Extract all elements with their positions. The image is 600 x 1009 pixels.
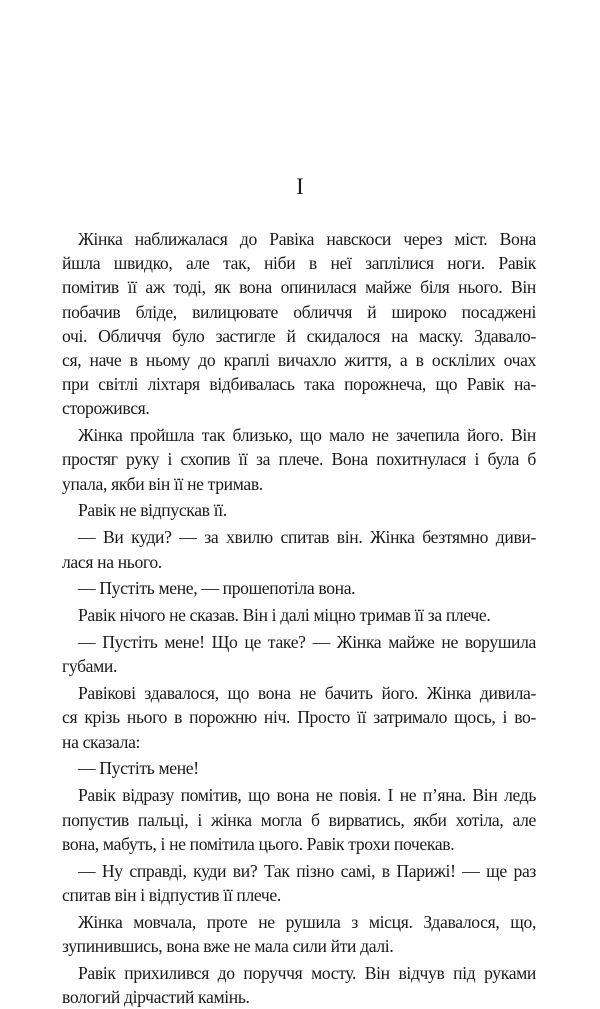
text-line: зупинившись, вона вже не мала сили йти далі. <box>62 935 394 956</box>
paragraph <box>62 756 536 780</box>
text-line: простяг руку і схопив її за плече. Вона похитнулася і була б <box>62 449 536 470</box>
text-line: очі. Обличчя було застигле й скидалося на маску. Здавало- <box>62 325 536 346</box>
paragraph <box>62 961 536 1009</box>
text-line: Равік не відпускав її. <box>78 500 227 521</box>
text-line: ся, наче в ньому до краплі вичахло життя, а в осклілих очах <box>62 349 536 370</box>
text-line: побачив бліде, вилицювате обличчя й широко посаджені <box>62 301 536 322</box>
text-line: помітив її аж тоді, як вона опинилася майже біля нього. Він <box>62 277 536 298</box>
text-line: лася на нього. <box>62 551 162 572</box>
paragraph <box>62 859 536 907</box>
paragraph <box>62 681 536 754</box>
text-line: Жінка пройшла так близько, що мало не зачепила його. Він <box>78 425 536 446</box>
paragraph <box>62 576 536 600</box>
text-line: вологий дірчастий камінь. <box>62 986 250 1007</box>
text-line: вона, мабуть, і не помітила цього. Равік трохи почекав. <box>62 833 455 854</box>
paragraph <box>62 498 536 522</box>
paragraph <box>62 910 536 958</box>
text-line: Равік прихилився до поруччя мосту. Він відчув під руками <box>78 962 536 983</box>
text-line: упала, якби він її не тримав. <box>62 473 263 494</box>
text-line: сторожився. <box>62 398 150 419</box>
body-text <box>62 227 536 1009</box>
text-line: при світлі ліхтаря відбивалась така порожнеча, що Равік на- <box>62 374 536 395</box>
paragraph <box>62 783 536 856</box>
text-line: губами. <box>62 656 118 677</box>
paragraph <box>62 630 536 678</box>
text-line: йшла швидко, але так, ніби в неї заплілися ноги. Равік <box>62 253 536 274</box>
text-line: — Пустіть мене! <box>78 758 199 779</box>
paragraph <box>62 423 536 496</box>
paragraph <box>62 525 536 573</box>
text-line: спитав він і відпустив її плече. <box>62 884 281 905</box>
paragraph <box>62 227 536 421</box>
text-line: Равікові здавалося, що вона не бачить його. Жінка дивила- <box>78 683 536 704</box>
text-line: — Пустіть мене! Що це таке? — Жінка майже не ворушила <box>78 632 536 653</box>
text-line: Равік нічого не сказав. Він і далі міцно тримав її за плече. <box>78 605 491 626</box>
text-line: Равік відразу помітив, що вона не повія. І не п’яна. Він ледь <box>78 785 536 806</box>
text-line: на сказала: <box>62 731 141 752</box>
text-line: ся крізь нього в порожню ніч. Просто її затримало щось, і во- <box>62 707 536 728</box>
text-line: — Ви куди? — за хвилю спитав він. Жінка безтямно диви- <box>78 527 536 548</box>
text-line: — Пустіть мене, — прошепотіла вона. <box>78 578 356 599</box>
paragraph <box>62 603 536 627</box>
text-line: попустив пальці, і жінка могла б вирватись, якби хотіла, але <box>62 809 536 830</box>
chapter-number: I <box>296 174 304 199</box>
text-line: Жінка наближалася до Равіка навскоси через міст. Вона <box>78 229 536 249</box>
text-line: — Ну справді, куди ви? Так пізно самі, в Парижі! — ще раз <box>78 860 536 881</box>
text-line: Жінка мовчала, проте не рушила з місця. Здавалося, що, <box>78 911 536 932</box>
